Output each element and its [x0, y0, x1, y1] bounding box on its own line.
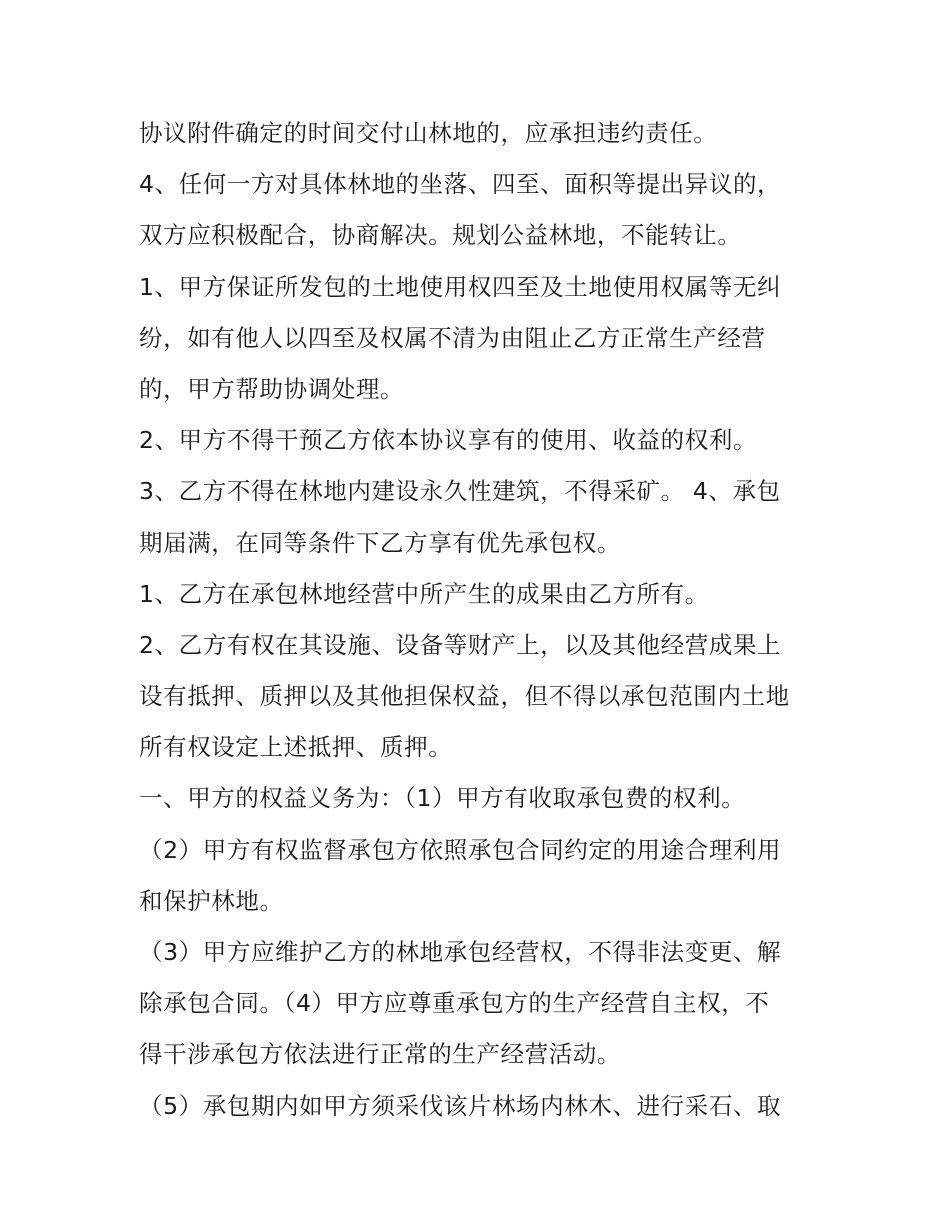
text-line: 2、乙方有权在其设施、设备等财产上，以及其他经营成果上	[139, 630, 782, 659]
text-line: 1、乙方在承包林地经营中所产生的成果由乙方所有。	[139, 579, 709, 608]
text-line: 除承包合同。（4）甲方应尊重承包方的生产经营自主权，不	[139, 989, 770, 1018]
text-line: 纷，如有他人以四至及权属不清为由阻止乙方正常生产经营	[139, 323, 766, 352]
text-line: 设有抵押、质押以及其他担保权益，但不得以承包范围内土地	[139, 682, 790, 711]
text-line: 1、甲方保证所发包的土地使用权四至及土地使用权属等无纠	[139, 272, 782, 301]
text-line: 4、任何一方对具体林地的坐落、四至、面积等提出异议的，	[139, 170, 782, 199]
text-line: 的，甲方帮助协调处理。	[139, 374, 405, 403]
text-line: 协议附件确定的时间交付山林地的，应承担违约责任。	[139, 119, 718, 147]
text-line: 3、乙方不得在林地内建设永久性建筑，不得采矿。 4、承包	[139, 477, 781, 506]
text-line: 得干涉承包方依法进行正常的生产经营活动。	[139, 1040, 621, 1069]
text-line: （5）承包期内如甲方须采伐该片林场内林木、进行采石、取	[139, 1091, 782, 1120]
text-line: 一、甲方的权益义务为：（1）甲方有收取承包费的权利。	[139, 784, 746, 813]
text-line: 所有权设定上述抵押、质押。	[139, 733, 453, 762]
text-line: （3）甲方应维护乙方的林地承包经营权，不得非法变更、解	[139, 938, 782, 966]
text-line: 2、甲方不得干预乙方依本协议享有的使用、收益的权利。	[139, 426, 758, 455]
document-body	[139, 108, 819, 1132]
text-line: 和保护林地。	[139, 886, 284, 915]
text-line: 期届满，在同等条件下乙方享有优先承包权。	[139, 528, 621, 557]
text-line: （2）甲方有权监督承包方依照承包合同约定的用途合理利用	[139, 835, 782, 864]
text-line: 双方应积极配合，协商解决。规划公益林地，不能转让。	[139, 221, 742, 250]
